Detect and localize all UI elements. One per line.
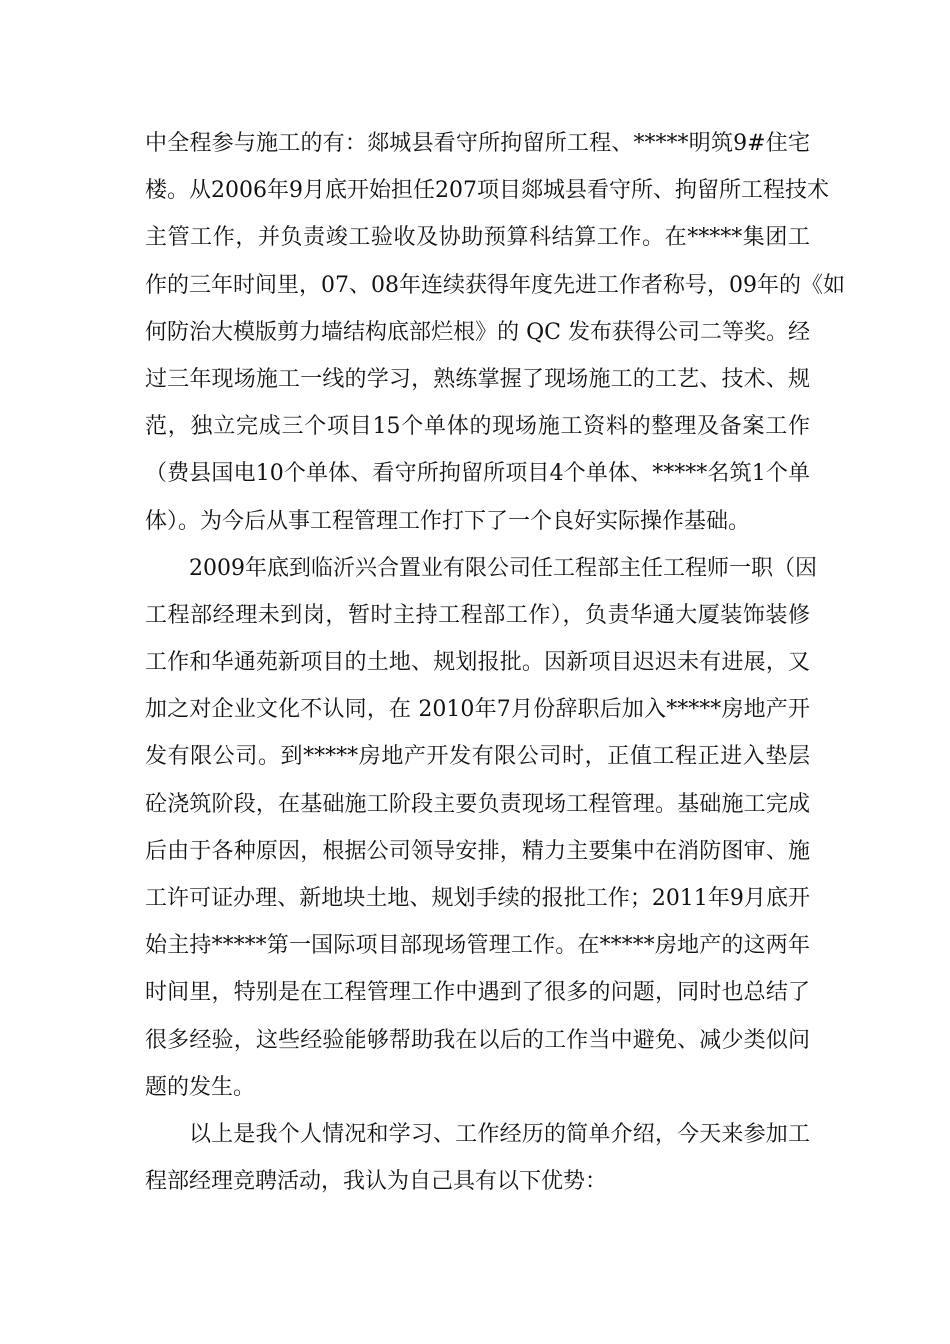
text-line: 中全程参与施工的有：郯城县看守所拘留所工程、*****明筑9#住宅 [145, 131, 810, 156]
text-line: 何防治大模版剪力墙结构底部烂根》的 QC 发布获得公司二等奖。经 [145, 319, 810, 345]
text-line: 发有限公司。到*****房地产开发有限公司时，正值工程正进入垫层 [145, 744, 810, 770]
text-line: 以上是我个人情况和学习、工作经历的简单介绍，今天来参加工 [189, 1121, 810, 1147]
text-line: 作的三年时间里，07、08年连续获得年度先进工作者称号，09年的《如 [145, 272, 845, 298]
text-line: 时间里，特别是在工程管理工作中遇到了很多的问题，同时也总结了 [145, 980, 810, 1006]
text-line: 加之对企业文化不认同，在 2010年7月份辞职后加入*****房地产开 [145, 697, 810, 723]
text-line: 始主持*****第一国际项目部现场管理工作。在*****房地产的这两年 [145, 933, 810, 959]
text-line: 题的发生。 [145, 1074, 256, 1100]
text-line: 过三年现场施工一线的学习，熟练掌握了现场施工的工艺、技术、规 [145, 366, 810, 392]
text-line: 工程部经理未到岗，暂时主持工程部工作），负责华通大厦装饰装修 [145, 602, 810, 628]
text-line: 工作和华通苑新项目的土地、规划报批。因新项目迟迟未有进展，又 [145, 650, 810, 676]
text-line: 工许可证办理、新地块土地、规划手续的报批工作；2011年9月底开 [145, 886, 810, 911]
text-line: 体）。为今后从事工程管理工作打下了一个良好实际操作基础。 [145, 508, 751, 534]
text-line: 砼浇筑阶段，在基础施工阶段主要负责现场工程管理。基础施工完成 [145, 791, 810, 817]
text-line: 2009年底到临沂兴合置业有限公司任工程部主任工程师一职（因 [189, 555, 817, 581]
text-line: 很多经验，这些经验能够帮助我在以后的工作当中避免、减少类似问 [145, 1027, 810, 1053]
text-line: 范，独立完成三个项目15个单体的现场施工资料的整理及备案工作 [145, 414, 810, 440]
document-body [145, 120, 845, 1205]
text-line: 后由于各种原因，根据公司领导安排，精力主要集中在消防图审、施 [145, 838, 810, 864]
text-line: （费县国电10个单体、看守所拘留所项目4个单体、*****名筑1个单 [145, 461, 810, 487]
text-line: 程部经理竞聘活动，我认为自己具有以下优势： [145, 1169, 608, 1195]
text-line: 主管工作，并负责竣工验收及协助预算科结算工作。在*****集团工 [145, 225, 810, 251]
text-line: 楼。从2006年9月底开始担任207项目郯城县看守所、拘留所工程技术 [145, 178, 829, 204]
